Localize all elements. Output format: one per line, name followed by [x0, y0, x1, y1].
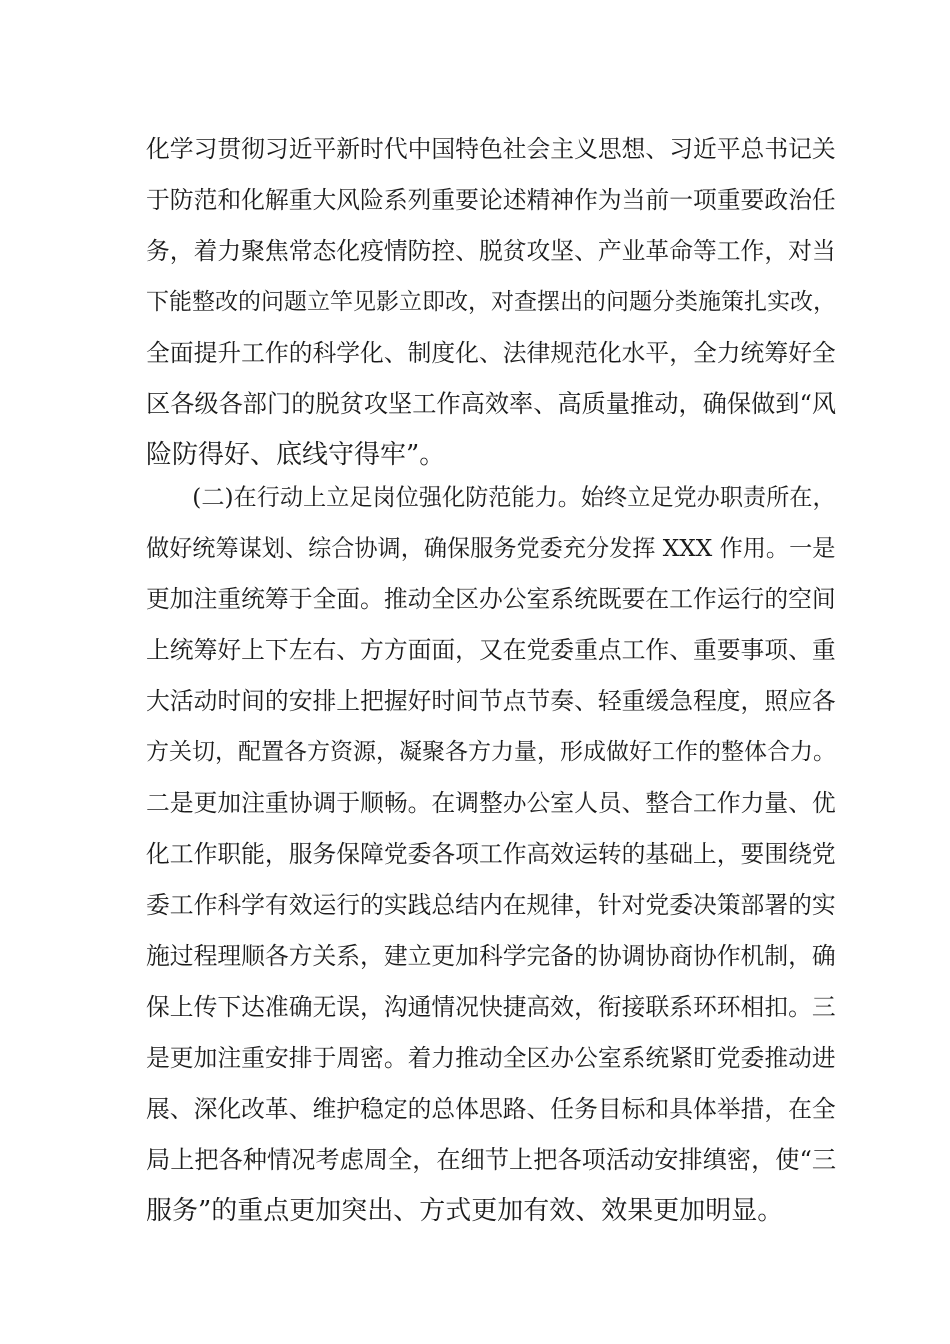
paragraph-2-line: 做好统筹谋划、综合协调，确保服务党委充分发挥 XXX 作用。一是: [146, 535, 836, 562]
paragraph-2: [146, 472, 836, 1237]
paragraph-1-line: 化学习贯彻习近平新时代中国特色社会主义思想、习近平总书记关: [146, 135, 836, 163]
paragraph-2-line: 施过程理顺各方关系，建立更加科学完备的协调协商协作机制，确: [146, 942, 836, 970]
paragraph-2-line: 二是更加注重协调于顺畅。在调整办公室人员、整合工作力量、优: [146, 789, 836, 817]
paragraph-2-line: (二)在行动上立足岗位强化防范能力。始终立足党办职责所在，: [146, 484, 836, 511]
paragraph-2-line: 化工作职能，服务保障党委各项工作高效运转的基础上，要围绕党: [146, 840, 836, 868]
paragraph-1-line: 全面提升工作的科学化、制度化、法律规范化水平，全力统筹好全: [146, 339, 836, 367]
paragraph-1-line: 区各级各部门的脱贫攻坚工作高效率、高质量推动，确保做到“风: [146, 390, 837, 418]
paragraph-2-line: 大活动时间的安排上把握好时间节点节奏、轻重缓急程度，照应各: [146, 687, 836, 715]
paragraph-1: [146, 124, 836, 481]
paragraph-1-line: 下能整改的问题立竿见影立即改，对查摆出的问题分类施策扎实改，: [146, 289, 836, 315]
paragraph-2-line: 方关切，配置各方资源，凝聚各方力量，形成做好工作的整体合力。: [146, 739, 836, 765]
paragraph-2-line: 更加注重统筹于全面。推动全区办公室系统既要在工作运行的空间: [146, 585, 836, 613]
paragraph-2-line: 展、深化改革、维护稳定的总体思路、任务目标和具体举措，在全: [146, 1095, 836, 1123]
paragraph-1-line: 于防范和化解重大风险系列重要论述精神作为当前一项重要政治任: [146, 186, 836, 214]
paragraph-2-line: 上统筹好上下左右、方方面面，又在党委重点工作、重要事项、重: [146, 636, 836, 664]
paragraph-2-line: 是更加注重安排于周密。着力推动全区办公室系统紧盯党委推动进: [146, 1044, 836, 1072]
paragraph-1-line: 险防得好、底线守得牢”。: [146, 440, 446, 470]
paragraph-2-line: 局上把各种情况考虑周全，在细节上把各项活动安排缜密，使“三: [146, 1146, 837, 1174]
paragraph-2-line: 保上传下达准确无误，沟通情况快捷高效，衔接联系环环相扣。三: [146, 993, 836, 1021]
paragraph-2-line: 服务”的重点更加突出、方式更加有效、效果更加明显。: [146, 1196, 784, 1226]
paragraph-1-line: 务，着力聚焦常态化疫情防控、脱贫攻坚、产业革命等工作，对当: [146, 237, 836, 265]
paragraph-2-line: 委工作科学有效运行的实践总结内在规律，针对党委决策部署的实: [146, 891, 836, 919]
